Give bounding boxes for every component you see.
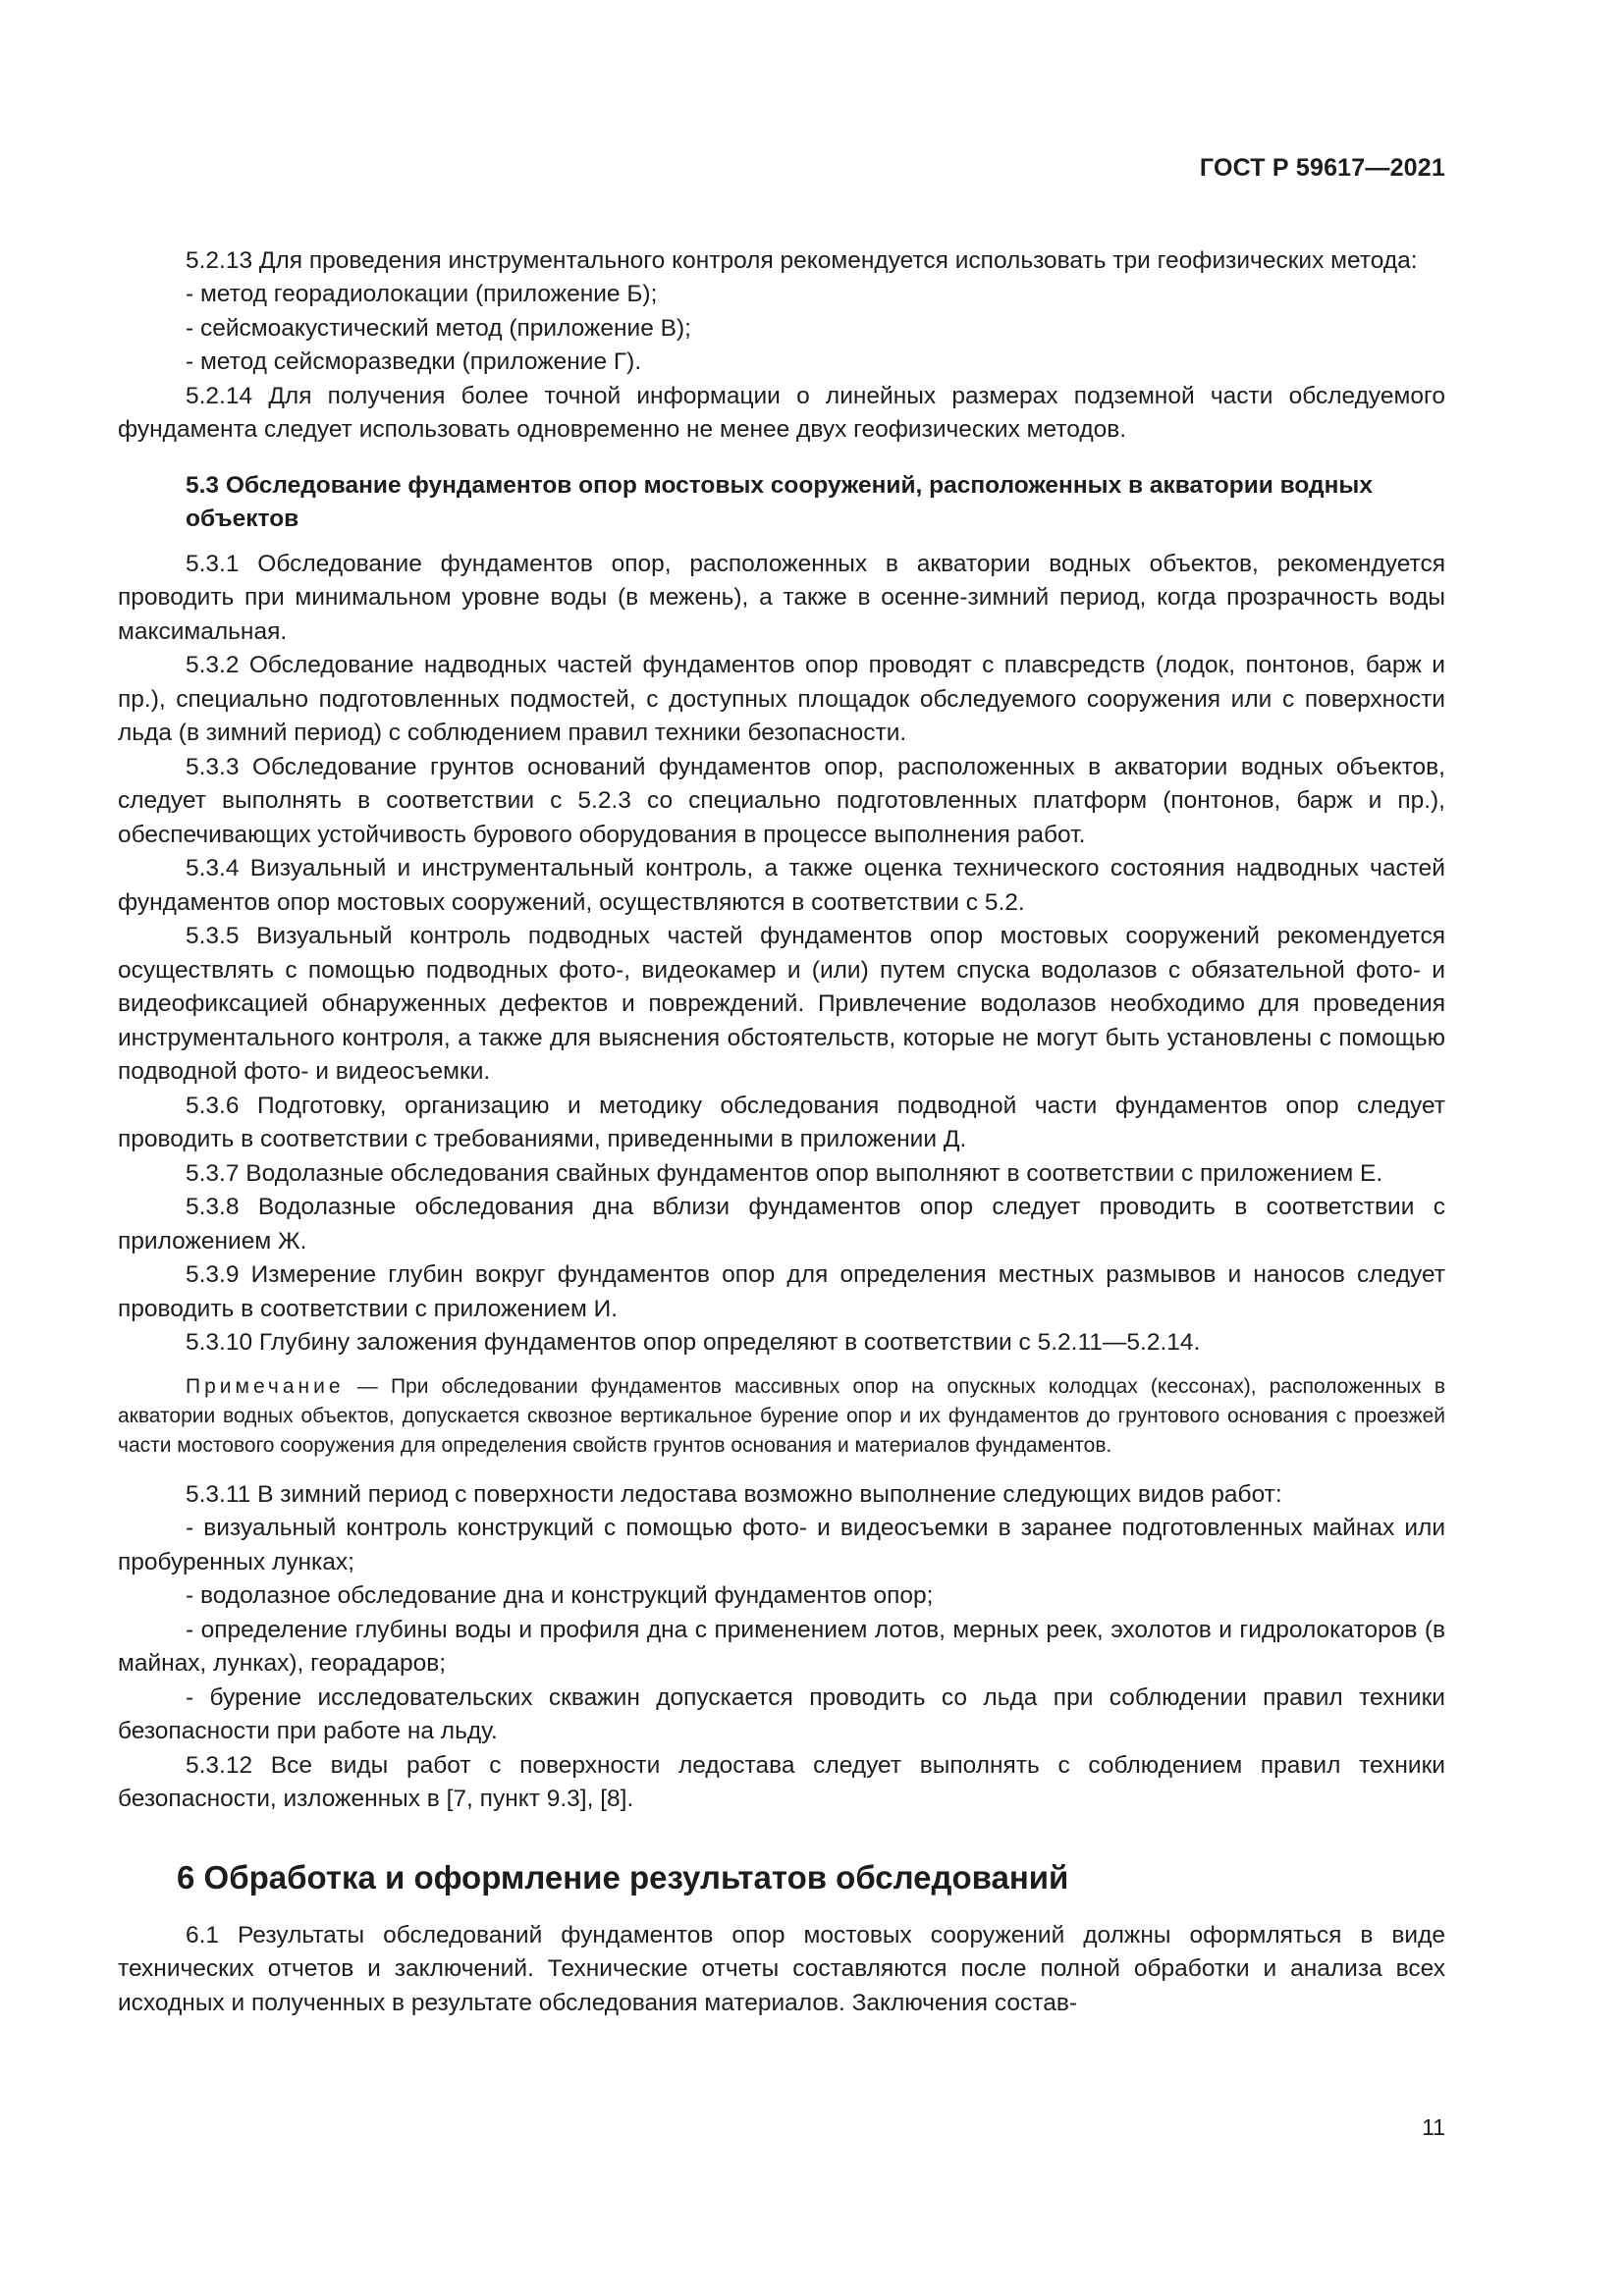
note-label: Примечание — [186, 1374, 345, 1398]
list-item-visual-control: - визуальный контроль конструкций с помощью фото- и видеосъемки в заранее подготовленных майнах или пробуренных лунках; — [118, 1515, 1445, 1575]
list-item-seismic: - метод сейсморазведки (приложение Г). — [186, 348, 642, 375]
paragraph-5-3-8: 5.3.8 Водолазные обследования дна вблизи фундаментов опор следует проводить в соответствии с приложением Ж. — [118, 1194, 1445, 1255]
paragraph-5-2-13: 5.2.13 Для проведения инструментального контроля рекомендуется использовать три геофизических метода: — [186, 246, 1418, 274]
note — [118, 1372, 1445, 1461]
paragraph-5-3-2: 5.3.2 Обследование надводных частей фундаментов опор проводят с плавсредств (лодок, понтонов, барж и пр.), специально подготовленных подмостей, с доступных площадок обследуемого сооружения или с поверхности льда (в зимний период) с соблюдением правил техники безопасности. — [118, 652, 1445, 746]
list-item-drilling: - бурение исследовательских скважин допускается проводить со льда при соблюдении правил техники безопасности при работе на льду. — [118, 1683, 1445, 1744]
paragraph-5-2-14: 5.2.14 Для получения более точной информации о линейных размерах подземной части обследуемого фундамента следует использовать одновременно не менее двух геофизических методов. — [118, 382, 1445, 443]
section-title-5-3: 5.3 Обследование фундаментов опор мостовых сооружений, расположенных в акватории водных объектов — [186, 471, 1373, 532]
list-item-seismoacoustic: - сейсмоакустический метод (приложение В); — [186, 314, 691, 342]
paragraph-5-3-5: 5.3.5 Визуальный контроль подводных частей фундаментов опор мостовых сооружений рекомендуется осуществлять с помощью подводных фото-, видеокамер и (или) путем спуска водолазов с обязательной фото- и видеофиксацией обнаруженных дефектов и повреждений. Привлечение водолазов необходимо для проведения инструментального контроля, а также для выяснения обстоятельств, которые не могут быть установлены с помощью подводной фото- и видеосъемки. — [118, 923, 1445, 1085]
paragraph-5-3-4: 5.3.4 Визуальный и инструментальный контроль, а также оценка технического состояния надводных частей фундаментов опор мостовых сооружений, осуществляются в соответствии с 5.2. — [118, 855, 1445, 916]
paragraph-5-3-10: 5.3.10 Глубину заложения фундаментов опор определяют в соответствии с 5.2.11—5.2.14. — [186, 1329, 1201, 1356]
page-number: 11 — [1422, 2114, 1445, 2140]
document-header: ГОСТ Р 59617—2021 — [1199, 154, 1445, 182]
paragraph-5-3-1: 5.3.1 Обследование фундаментов опор, расположенных в акватории водных объектов, рекомендуется проводить при минимальном уровне воды (в межень), а также в осенне-зимний период, когда прозрачность воды максимальная. — [118, 550, 1445, 645]
list-item-depth-measurement: - определение глубины воды и профиля дна с применением лотов, мерных реек, эхолотов и гидролокаторов (в майнах, лунках), георадаров; — [118, 1616, 1445, 1677]
paragraph-6-1: 6.1 Результаты обследований фундаментов опор мостовых сооружений должны оформляться в виде технических отчетов и заключений. Технические отчеты составляются после полной обработки и анализа всех исходных и полученных в результате обследования материалов. Заключения состав- — [118, 1921, 1445, 2016]
paragraph-5-3-11: 5.3.11 В зимний период с поверхности ледостава возможно выполнение следующих видов работ: — [186, 1480, 1282, 1508]
list-item-diving-survey: - водолазное обследование дна и конструкций фундаментов опор; — [186, 1582, 934, 1609]
paragraph-5-3-9: 5.3.9 Измерение глубин вокруг фундаментов опор для определения местных размывов и наносов следует проводить в соответствии с приложением И. — [118, 1261, 1445, 1322]
note-text: При обследовании фундаментов массивных опор на опускных колодцах (кессонах), расположенных в акватории водных объектов, допускается сквозное вертикальное бурение опор и их фундаментов до грунтового основания с проезжей части мостового сооружения для определения свойств грунтов основания и материалов фундаментов. — [118, 1374, 1445, 1457]
paragraph-5-3-12: 5.3.12 Все виды работ с поверхности ледостава следует выполнять с соблюдением правил техники безопасности, изложенных в [7, пункт 9.3], [8]. — [118, 1751, 1445, 1812]
list-item-georadar: - метод георадиолокации (приложение Б); — [186, 281, 658, 307]
chapter-title-6: 6 Обработка и оформление результатов обследований — [177, 1858, 1069, 1896]
paragraph-5-3-3: 5.3.3 Обследование грунтов оснований фундаментов опор, расположенных в акватории водных объектов, следует выполнять в соответствии с 5.2.3 со специально подготовленных платформ (понтонов, барж и пр.), обеспечивающих устойчивость бурового оборудования в процессе выполнения работ. — [118, 753, 1445, 848]
note-dash: — — [344, 1374, 391, 1398]
paragraph-5-3-7: 5.3.7 Водолазные обследования свайных фундаментов опор выполняют в соответствии с приложением Е. — [186, 1159, 1383, 1187]
paragraph-5-3-6: 5.3.6 Подготовку, организацию и методику обследования подводной части фундаментов опор следует проводить в соответствии с требованиями, приведенными в приложении Д. — [118, 1092, 1445, 1152]
